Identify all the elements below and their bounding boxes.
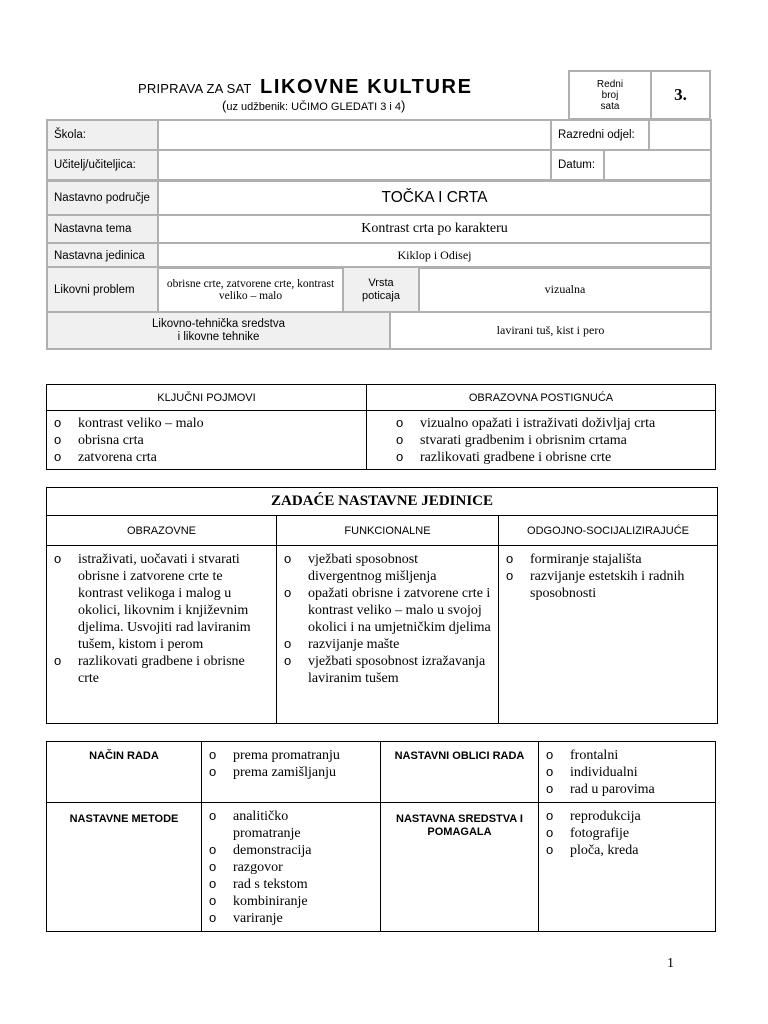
work-forms-label: NASTAVNI OBLICI RADA — [381, 742, 539, 803]
aids-cell — [539, 803, 716, 932]
functional-cell — [277, 546, 499, 724]
achievements-cell — [367, 411, 716, 470]
list-item: o kombiniranje — [208, 893, 308, 910]
title-main: LIKOVNE KULTURE — [260, 76, 473, 98]
list-item: o opažati obrisne i zatvorene crte i kontrast veliko – malo u svojoj okolici i na umjetničkim djelima — [283, 585, 492, 636]
lesson-number-box — [568, 70, 711, 120]
achievements-header: OBRAZOVNA POSTIGNUĆA — [367, 385, 716, 411]
lesson-topic-table — [46, 180, 712, 269]
list-item: o razlikovati gradbene i obrisne crte — [53, 653, 268, 687]
achievements-list — [395, 415, 709, 466]
list-item: o vježbati sposobnost izražavanja laviranim tušem — [283, 653, 492, 687]
document-subtitle: (uz udžbenik: UČIMO GLEDATI 3 i 4) — [222, 98, 406, 113]
list-item: o razvijanje mašte — [283, 636, 492, 653]
educational-cell — [47, 546, 277, 724]
list-item: o reprodukcija — [545, 808, 709, 825]
document-title — [138, 76, 558, 99]
educational-header: OBRAZOVNE — [47, 516, 277, 546]
functional-list — [283, 551, 492, 687]
list-item: o rad u parovima — [545, 781, 709, 798]
list-item: o vizualno opažati i istraživati doživljaj crta — [395, 415, 709, 432]
work-mode-cell — [202, 742, 381, 803]
list-item: o ploča, kreda — [545, 842, 709, 859]
school-field[interactable] — [158, 120, 551, 150]
list-item: o razlikovati gradbene i obrisne crte — [395, 449, 709, 466]
list-item: o stvarati gradbenim i obrisnim crtama — [395, 432, 709, 449]
topic-label: Nastavna tema — [47, 215, 158, 243]
stimulus-value: vizualna — [419, 267, 711, 312]
list-item: o analitičko promatranje — [208, 808, 308, 842]
list-item: o fotografije — [545, 825, 709, 842]
teaching-methods-table — [46, 741, 716, 932]
art-problem-table — [46, 266, 712, 350]
methods-cell — [202, 803, 381, 932]
list-item: o istraživati, uočavati i stvarati obrisne i zatvorene crte te kontrast velikoga i malog u okolici, likovnim i književnim djelima. Usvojiti rad laviranim tušem, kistom i perom — [53, 551, 268, 653]
methods-label: NASTAVNE METODE — [47, 803, 202, 932]
textbook-reference: uz udžbenik: UČIMO GLEDATI 3 i 4 — [226, 101, 401, 113]
work-forms-list — [545, 747, 709, 798]
techniques-value: lavirani tuš, kist i pero — [390, 312, 711, 349]
stimulus-label: Vrsta poticaja — [343, 267, 419, 312]
lesson-tasks-table — [46, 487, 718, 724]
techniques-label: Likovno-tehnička sredstva i likovne tehnike — [47, 312, 390, 349]
problem-label: Likovni problem — [47, 267, 158, 312]
date-label: Datum: — [551, 150, 604, 180]
list-item: o prema promatranju — [208, 747, 374, 764]
area-label: Nastavno područje — [47, 181, 158, 215]
topic-value: Kontrast crta po karakteru — [158, 215, 711, 243]
unit-value: Kiklop i Odisej — [158, 243, 711, 268]
list-item: o rad s tekstom — [208, 876, 308, 893]
list-item: o zatvorena crta — [53, 449, 360, 466]
title-prefix: PRIPRAVA ZA SAT — [138, 81, 252, 96]
teacher-field[interactable] — [158, 150, 551, 180]
class-label: Razredni odjel: — [551, 120, 649, 150]
list-item: o formiranje stajališta — [505, 551, 711, 568]
list-item: o prema zamišljanju — [208, 764, 374, 781]
lesson-number-value: 3. — [674, 85, 687, 104]
list-item: o vježbati sposobnost divergentnog mišljenja — [283, 551, 492, 585]
school-info-table — [46, 119, 712, 181]
page-number: 1 — [667, 956, 674, 971]
list-item: o razvijanje estetskih i radnih sposobnosti — [505, 568, 711, 602]
work-mode-label: NAČIN RADA — [47, 742, 202, 803]
work-mode-list — [208, 747, 374, 781]
class-field[interactable] — [649, 120, 711, 150]
educational-list — [53, 551, 268, 687]
methods-list — [208, 808, 312, 927]
list-item: o frontalni — [545, 747, 709, 764]
key-concepts-list — [53, 415, 360, 466]
list-item: o razgovor — [208, 859, 308, 876]
unit-label: Nastavna jedinica — [47, 243, 158, 268]
key-concepts-table — [46, 384, 716, 470]
list-item: o individualni — [545, 764, 709, 781]
lesson-number-label: Redni broj sata — [570, 72, 652, 118]
list-item: o variranje — [208, 910, 308, 927]
problem-value: obrisne crte, zatvorene crte, kontrast veliko – malo — [158, 267, 343, 312]
key-concepts-header: KLJUČNI POJMOVI — [47, 385, 367, 411]
key-concepts-cell — [47, 411, 367, 470]
aids-label: NASTAVNA SREDSTVA I POMAGALA — [381, 803, 539, 932]
area-value: TOČKA I CRTA — [158, 181, 711, 215]
list-item: o obrisna crta — [53, 432, 360, 449]
list-item: o kontrast veliko – malo — [53, 415, 360, 432]
social-list — [505, 551, 711, 602]
tasks-title: ZADAĆE NASTAVNE JEDINICE — [47, 488, 718, 516]
work-forms-cell — [539, 742, 716, 803]
social-cell — [499, 546, 718, 724]
list-item: o demonstracija — [208, 842, 308, 859]
date-field[interactable] — [604, 150, 711, 180]
teacher-label: Učitelj/učiteljica: — [47, 150, 158, 180]
social-header: ODGOJNO-SOCIJALIZIRAJUĆE — [499, 516, 718, 546]
school-label: Škola: — [47, 120, 158, 150]
aids-list — [545, 808, 709, 859]
functional-header: FUNKCIONALNE — [277, 516, 499, 546]
